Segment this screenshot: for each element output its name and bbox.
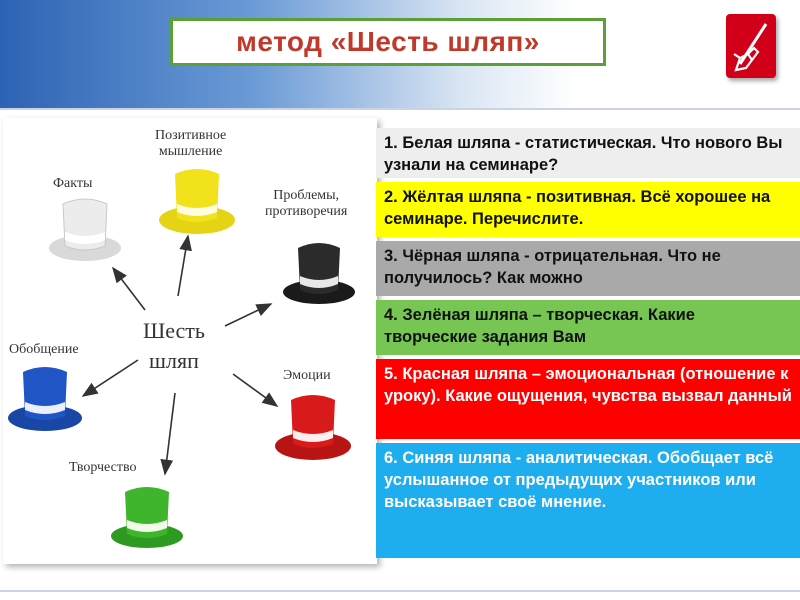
hand-pen-icon xyxy=(726,14,776,78)
red-hat-stripe: 5. Красная шляпа – эмоциональная (отношение к уроку). Какие ощущения, чувства вызвал данный xyxy=(376,359,800,439)
yellow-hat-icon xyxy=(159,169,235,234)
label-emotions: Эмоции xyxy=(283,368,331,383)
black-hat-icon xyxy=(283,243,355,304)
arrow-to-facts xyxy=(113,268,145,310)
title-box xyxy=(170,18,606,66)
center-line2: шляп xyxy=(149,348,199,373)
label-problems-line2: противоречия xyxy=(265,204,348,219)
red-hat-icon xyxy=(275,395,351,460)
label-summary: Обобщение xyxy=(9,342,79,357)
label-facts: Факты xyxy=(53,176,93,191)
label-problems xyxy=(265,188,347,220)
page-title: метод «Шесть шляп» xyxy=(236,26,540,57)
arrow-to-problems xyxy=(225,304,271,326)
green-hat-icon xyxy=(111,487,183,548)
header-divider xyxy=(0,108,800,110)
center-label xyxy=(143,316,205,376)
green-hat-stripe: 4. Зелёная шляпа – творческая. Какие творческие задания Вам xyxy=(376,300,800,355)
label-positive-thinking xyxy=(155,128,226,160)
black-hat-stripe: 3. Чёрная шляпа - отрицательная. Что не получилось? Как можно xyxy=(376,241,800,296)
yellow-hat-stripe: 2. Жёлтая шляпа - позитивная. Всё хорошее на семинаре. Перечислите. xyxy=(376,182,800,237)
label-creativity: Творчество xyxy=(69,460,137,475)
footer-divider xyxy=(0,590,800,592)
center-line1: Шесть xyxy=(143,318,205,343)
arrow-to-emotions xyxy=(233,374,277,406)
white-hat-stripe: 1. Белая шляпа - статистическая. Что нового Вы узнали на семинаре? xyxy=(376,128,800,178)
blue-hat-icon xyxy=(8,367,82,431)
six-hats-diagram xyxy=(3,118,377,564)
label-positive-line2: мышление xyxy=(158,144,223,159)
label-positive-line1: Позитивное xyxy=(155,128,227,143)
arrow-to-summary xyxy=(83,360,138,396)
label-problems-line1: Проблемы, xyxy=(273,188,340,203)
logo xyxy=(726,14,776,78)
white-hat-icon xyxy=(49,199,121,261)
blue-hat-stripe: 6. Синяя шляпа - аналитическая. Обобщает всё услышанное от предыдущих участников или высказывает своё мнение. xyxy=(376,443,800,558)
arrow-to-positive xyxy=(178,236,188,296)
arrow-to-creativity xyxy=(165,393,175,474)
